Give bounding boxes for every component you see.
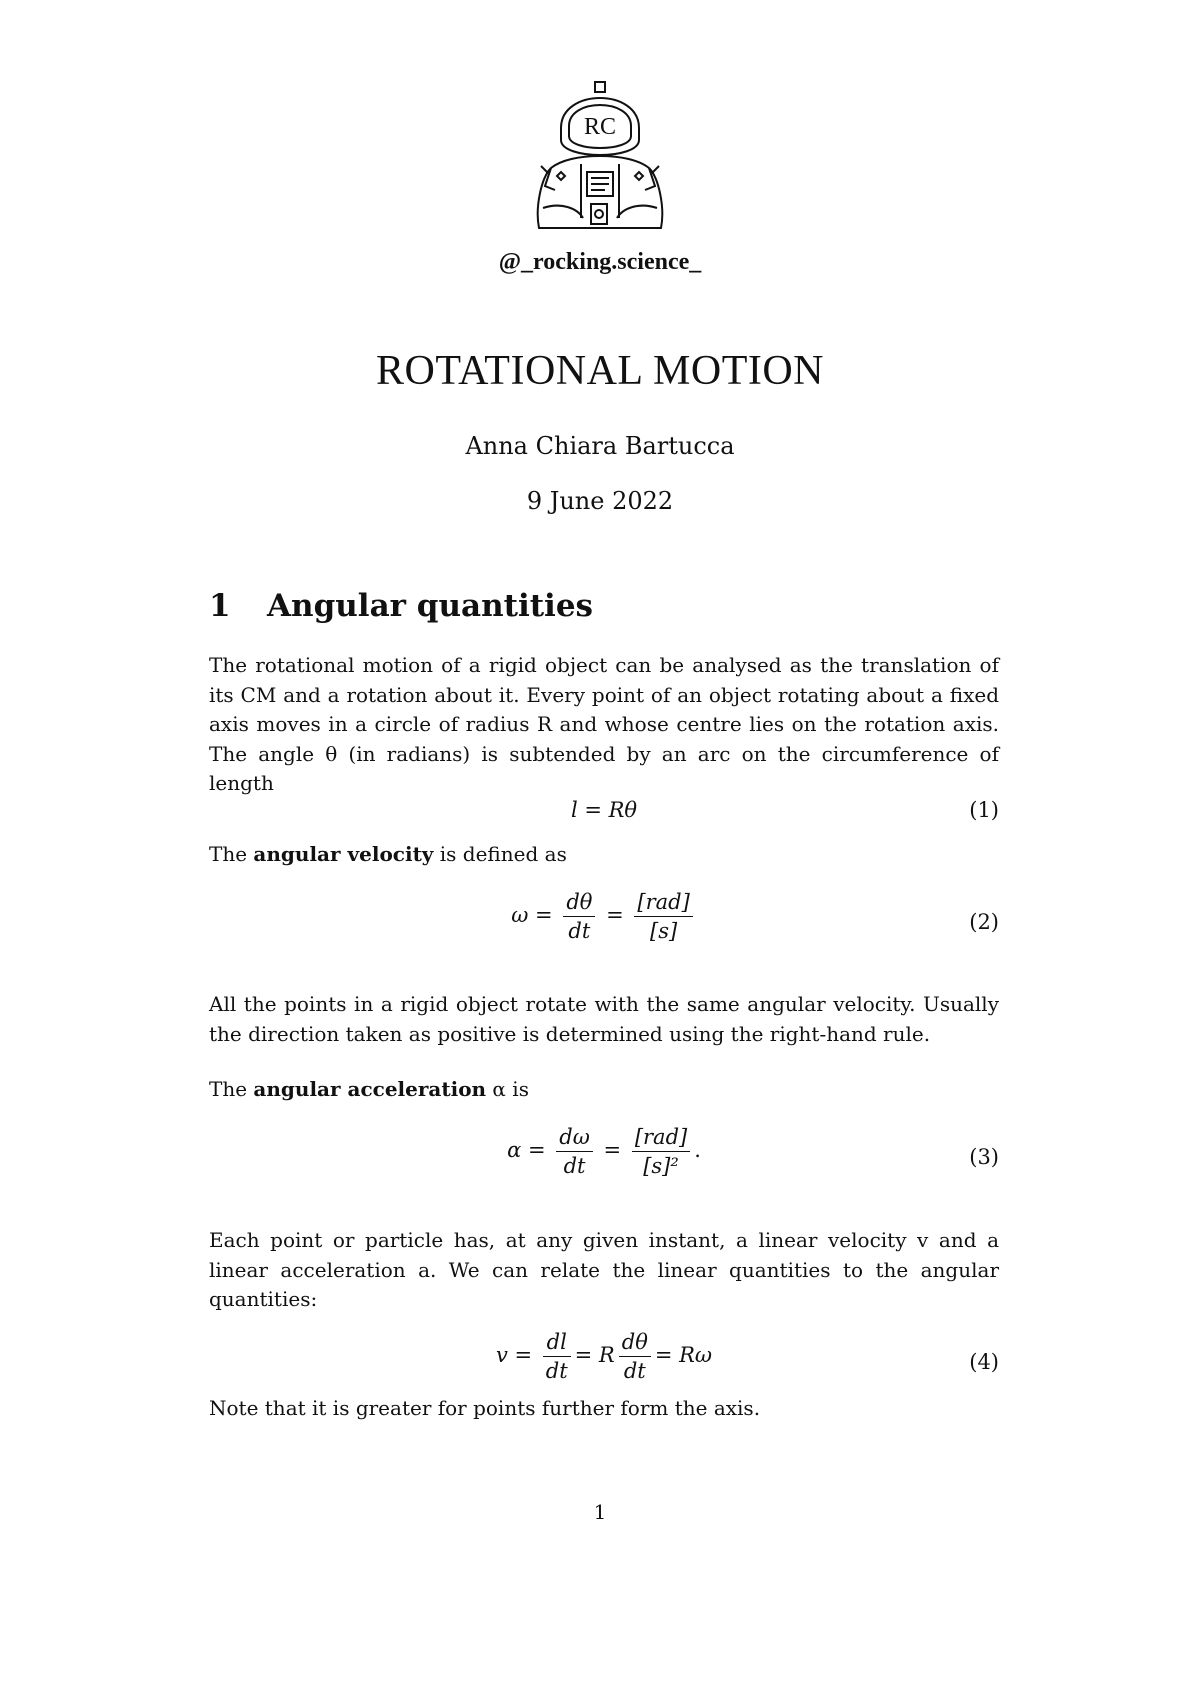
paragraph <box>209 840 999 870</box>
equation <box>209 1330 999 1400</box>
numerator: dω <box>556 1125 593 1152</box>
equals-sign: = <box>603 1138 622 1162</box>
numerator: dθ <box>563 890 595 917</box>
section-heading <box>209 588 593 624</box>
denominator: dt <box>568 919 591 943</box>
document-date: 9 June 2022 <box>526 487 674 515</box>
numerator: dl <box>543 1330 571 1357</box>
page-number: 1 <box>593 1500 607 1524</box>
numerator: dθ <box>619 1330 651 1357</box>
fraction <box>563 890 595 943</box>
astronaut-logo <box>521 68 679 236</box>
equation <box>209 798 999 828</box>
equals-sign: = <box>606 903 624 927</box>
numerator: [rad] <box>632 1125 690 1152</box>
fraction <box>556 1125 593 1178</box>
paragraph: All the points in a rigid object rotate with the same angular velocity. Usually the direction taken as positive is determined using the right-hand rule. <box>209 992 999 1046</box>
text: The <box>209 842 254 866</box>
equation-expression: l = Rθ <box>570 798 638 822</box>
equation <box>209 890 999 960</box>
author-name: Anna Chiara Bartucca <box>465 432 735 460</box>
paragraph: Each point or particle has, at any given instant, a linear velocity v and a linear acceleration a. We can relate the linear quantities to the angular quantities: <box>209 1228 999 1311</box>
denominator: dt <box>563 1154 586 1178</box>
denominator: [s]² <box>643 1154 679 1178</box>
equation-number: (4) <box>969 1350 999 1374</box>
text: The <box>209 1077 254 1101</box>
denominator: dt <box>623 1359 646 1383</box>
text: is defined as <box>433 842 567 866</box>
denominator: [s] <box>650 919 678 943</box>
equation-number: (2) <box>969 910 999 934</box>
bold-term: angular velocity <box>253 842 434 866</box>
text: α is <box>486 1077 529 1101</box>
equation-lhs: α = <box>507 1138 546 1162</box>
section-title: Angular quantities <box>267 588 593 624</box>
document-title: ROTATIONAL MOTION <box>375 348 825 394</box>
numerator: [rad] <box>634 890 692 917</box>
equation-number: (1) <box>969 798 999 822</box>
svg-text:RC: RC <box>583 114 617 140</box>
section-number: 1 <box>209 588 231 624</box>
fraction <box>632 1125 690 1178</box>
denominator: dt <box>545 1359 568 1383</box>
paragraph: Note that it is greater for points further form the axis. <box>209 1396 761 1420</box>
fraction <box>543 1330 571 1383</box>
equation-lhs: v = <box>495 1343 533 1367</box>
paragraph: The rotational motion of a rigid object can be analysed as the translation of its CM and a rotation about it. Every point of an object rotating about a fixed axis moves in a circle of radius R and whose centre lies on the rotation axis. The angle θ (in radians) is subtended by an arc on the circumference of length <box>209 653 999 795</box>
fraction <box>634 890 692 943</box>
equation-rhs: = Rω <box>654 1343 713 1367</box>
equation <box>209 1125 999 1195</box>
bold-term: angular acceleration <box>253 1077 487 1101</box>
fraction <box>619 1330 651 1383</box>
equation-lhs: ω = <box>511 903 553 927</box>
equation-number: (3) <box>969 1145 999 1169</box>
equation-middle: = R <box>574 1343 615 1367</box>
social-handle: @_rocking.science_ <box>498 249 702 275</box>
paragraph <box>209 1075 999 1105</box>
period: . <box>694 1138 701 1162</box>
